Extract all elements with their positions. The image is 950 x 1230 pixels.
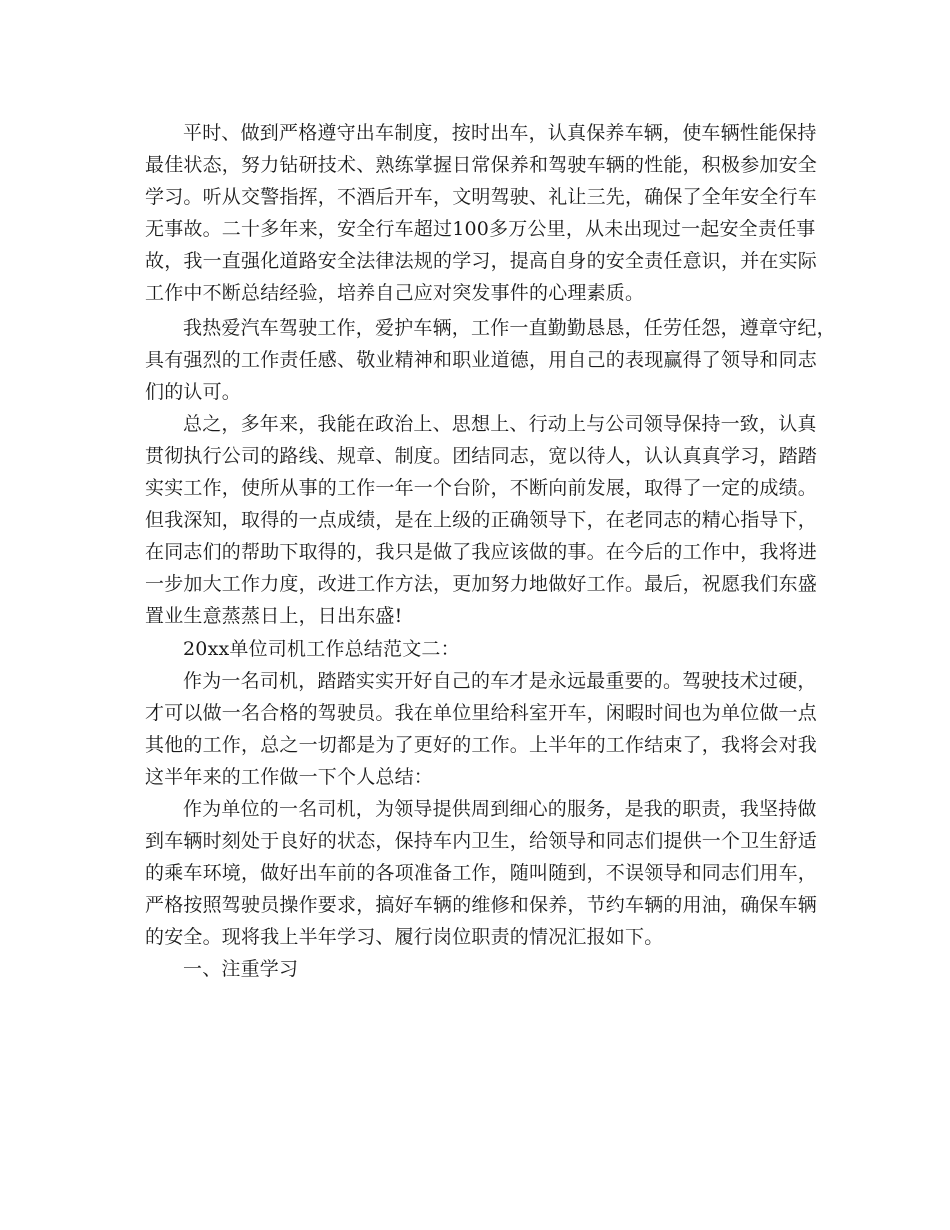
text-line: 无事故。二十多年来，安全行车超过100多万公里，从未出现过一起安全责任事 [145, 218, 816, 240]
text-line: 作为单位的一名司机，为领导提供周到细心的服务，是我的职责，我坚持做 [183, 798, 817, 820]
text-line: 到车辆时刻处于良好的状态，保持车内卫生，给领导和同志们提供一个卫生舒适 [145, 830, 818, 852]
text-line: 的乘车环境，做好出车前的各项准备工作，随叫随到，不误领导和同志们用车， [145, 862, 818, 884]
text-line: 我热爱汽车驾驶工作，爱护车辆，工作一直勤勤恳恳，任劳任怨，遵章守纪， [183, 317, 836, 339]
text-line: 严格按照驾驶员操作要求，搞好车辆的维修和保养，节约车辆的用油，确保车辆 [145, 894, 818, 916]
text-line: 具有强烈的工作责任感、敬业精神和职业道德，用自己的表现赢得了领导和同志 [145, 349, 818, 371]
section-heading: 一、注重学习 [183, 958, 299, 980]
text-line: 实实工作，使所从事的工作一年一个台阶，不断向前发展，取得了一定的成绩。 [145, 477, 818, 499]
text-line: 在同志们的帮助下取得的，我只是做了我应该做的事。在今后的工作中，我将进 [145, 541, 818, 563]
text-line: 工作中不断总结经验，培养自己应对突发事件的心理素质。 [145, 282, 645, 304]
text-line: 总之，多年来，我能在政治上、思想上、行动上与公司领导保持一致，认真 [183, 413, 817, 435]
text-line: 们的认可。 [145, 381, 242, 403]
text-line: 贯彻执行公司的路线、规章、制度。团结同志，宽以待人，认认真真学习，踏踏 [145, 445, 818, 467]
text-line: 一步加大工作力度，改进工作方法，更加努力地做好工作。最后，祝愿我们东盛 [145, 573, 818, 595]
text-line: 学习。听从交警指挥，不酒后开车，文明驾驶、礼让三先，确保了全年安全行车 [145, 186, 818, 208]
text-line: 这半年来的工作做一下个人总结： [145, 766, 434, 788]
text-line: 其他的工作，总之一切都是为了更好的工作。上半年的工作结束了，我将会对我 [145, 734, 818, 756]
text-line: 但我深知，取得的一点成绩，是在上级的正确领导下，在老同志的精心指导下， [145, 509, 818, 531]
text-line: 作为一名司机，踏踏实实开好自己的车才是永远最重要的。驾驶技术过硬， [183, 670, 817, 692]
text-line: 最佳状态，努力钻研技术、熟练掌握日常保养和驾驶车辆的性能，积极参加安全 [145, 154, 818, 176]
text-line: 才可以做一名合格的驾驶员。我在单位里给科室开车，闲暇时间也为单位做一点 [145, 702, 818, 724]
section-heading: 20xx单位司机工作总结范文二： [183, 638, 460, 660]
text-line: 故，我一直强化道路安全法律法规的学习，提高自身的安全责任意识，并在实际 [145, 250, 818, 272]
text-line: 的安全。现将我上半年学习、履行岗位职责的情况汇报如下。 [145, 926, 664, 948]
text-line: 平时、做到严格遵守出车制度，按时出车，认真保养车辆，使车辆性能保持 [183, 122, 817, 144]
text-line: 置业生意蒸蒸日上，日出东盛! [145, 605, 403, 627]
